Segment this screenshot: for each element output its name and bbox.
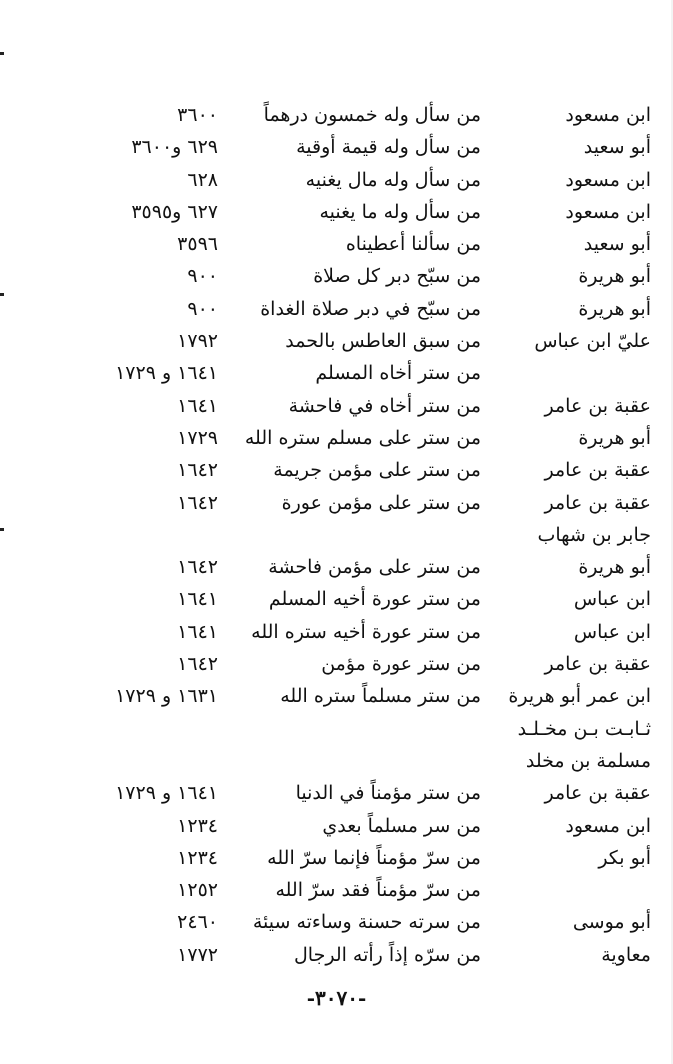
hadith-opening: من ستر عورة أخيه ستره الله [251, 620, 481, 643]
hadith-opening: من ستر على مؤمن فاحشة [268, 556, 481, 579]
hadith-number: ١٦٤١ [177, 394, 218, 417]
narrator-name: أبو هريرة [578, 297, 651, 320]
narrator-name: ابن مسعود [565, 104, 651, 126]
hadith-opening: من سأل وله مال يغنيه [305, 168, 481, 191]
hadith-number: ١٦٣١ و ١٧٢٩ [115, 685, 218, 708]
hadith-number: ١٢٣٤ [177, 846, 218, 869]
margin-mark [0, 52, 4, 55]
narrator-name: ابن مسعود [565, 168, 651, 191]
hadith-opening: من ستر أخاه المسلم [315, 362, 481, 385]
narrator-name: عقبة بن عامر [544, 782, 651, 805]
index-row [0, 842, 673, 874]
narrator-name: عقبة بن عامر [544, 459, 651, 482]
hadith-opening: من ستر مسلماً ستره الله [280, 685, 481, 708]
index-row [0, 906, 673, 938]
hadith-number: ١٧٧٢ [177, 943, 218, 966]
hadith-number: ١٦٤٢ [177, 556, 218, 579]
hadith-opening: من سرته حسنة وساءته سيئة [252, 911, 481, 934]
index-row [0, 164, 673, 196]
hadith-opening: من سبّح دبر كل صلاة [313, 265, 481, 288]
hadith-opening: من ستر عورة أخيه المسلم [268, 588, 481, 611]
index-row [0, 487, 673, 519]
hadith-number: ٩٠٠ [187, 265, 218, 288]
narrator-name: ابن عباس [573, 620, 651, 643]
hadith-index-list [0, 99, 673, 971]
hadith-opening: من سبّح في دبر صلاة الغداة [260, 297, 481, 320]
narrator-name: أبو سعيد [583, 136, 651, 159]
hadith-opening: من ستر مؤمناً في الدنيا [295, 782, 481, 805]
narrator-name: عقبة بن عامر [544, 491, 651, 514]
index-row [0, 293, 673, 325]
narrator-name: ابن مسعود [565, 814, 651, 837]
hadith-opening: من ستر أخاه في فاحشة [288, 394, 481, 417]
page-number: -٣٠٧٠- [306, 986, 367, 1010]
hadith-number: ٢٤٦٠ [177, 911, 218, 934]
hadith-opening: من ستر على مؤمن جريمة [273, 459, 481, 482]
index-row [0, 260, 673, 292]
hadith-opening: من سأل وله ما يغنيه [319, 200, 481, 223]
narrator-name: عليّ ابن عباس [534, 330, 651, 353]
hadith-opening: من سر مسلماً بعدي [322, 814, 481, 837]
hadith-number: ١٦٤١ [177, 620, 218, 643]
hadith-opening: من سألنا أعطيناه [345, 233, 481, 256]
narrator-name: أبو بكر [598, 846, 651, 869]
hadith-opening: من سرّ مؤمناً فقد سرّ الله [275, 879, 481, 902]
narrator-name: أبو هريرة [578, 265, 651, 288]
index-row [0, 648, 673, 680]
narrator-name: أبو هريرة [578, 556, 651, 579]
index-row [0, 390, 673, 422]
hadith-number: ٣٥٩٦ [177, 233, 218, 256]
index-row [0, 551, 673, 583]
hadith-opening: من سرّه إذاً رأته الرجال [294, 943, 481, 966]
narrator-name: جابر بن شهاب [537, 523, 651, 546]
hadith-number: ٣٦٠٠ [177, 104, 218, 126]
hadith-opening: من سأل وله خمسون درهماً [263, 104, 481, 126]
narrator-name: عقبة بن عامر [544, 653, 651, 676]
index-row [0, 357, 673, 389]
hadith-opening: من سبق العاطس بالحمد [285, 330, 481, 353]
hadith-opening: من سأل وله قيمة أوقية [296, 136, 481, 159]
narrator-name: مسلمة بن مخلد [525, 749, 651, 772]
index-row [0, 680, 673, 712]
hadith-opening: من ستر على مسلم ستره الله [244, 426, 481, 449]
narrator-name: ابن عمر أبو هريرة [508, 685, 651, 708]
index-row [0, 519, 673, 551]
hadith-number: ١٧٩٢ [177, 330, 218, 353]
index-row [0, 99, 673, 131]
hadith-number: ٦٢٧ و٣٥٩٥ [131, 200, 218, 223]
index-row [0, 422, 673, 454]
hadith-number: ٦٢٨ [187, 168, 218, 191]
narrator-name: ابن مسعود [565, 200, 651, 223]
index-row [0, 777, 673, 809]
narrator-name: ابن عباس [573, 588, 651, 611]
index-row [0, 874, 673, 906]
hadith-number: ١٦٤١ و ١٧٢٩ [115, 362, 218, 385]
hadith-number: ٦٢٩ و٣٦٠٠ [131, 136, 218, 159]
index-row [0, 745, 673, 777]
narrator-name: ثـابـت بـن مخـلـد [517, 717, 651, 740]
index-row [0, 939, 673, 971]
index-row [0, 583, 673, 615]
index-row [0, 713, 673, 745]
index-row [0, 131, 673, 163]
index-row [0, 454, 673, 486]
index-row [0, 228, 673, 260]
hadith-number: ١٦٤١ و ١٧٢٩ [115, 782, 218, 805]
hadith-number: ١٢٣٤ [177, 814, 218, 837]
narrator-name: معاوية [601, 943, 651, 966]
hadith-number: ٩٠٠ [187, 297, 218, 320]
hadith-number: ١٦٤١ [177, 588, 218, 611]
index-row [0, 196, 673, 228]
hadith-opening: من ستر عورة مؤمن [321, 653, 481, 676]
narrator-name: أبو موسى [572, 911, 651, 934]
hadith-opening: من ستر على مؤمن عورة [281, 491, 481, 514]
index-row [0, 810, 673, 842]
hadith-number: ١٦٤٢ [177, 653, 218, 676]
index-row [0, 325, 673, 357]
narrator-name: أبو هريرة [578, 426, 651, 449]
hadith-number: ١٦٤٢ [177, 459, 218, 482]
hadith-number: ١٦٤٢ [177, 491, 218, 514]
hadith-number: ١٧٢٩ [177, 426, 218, 449]
hadith-number: ١٢٥٢ [177, 879, 218, 902]
narrator-name: عقبة بن عامر [544, 394, 651, 417]
narrator-name: أبو سعيد [583, 233, 651, 256]
index-row [0, 616, 673, 648]
hadith-opening: من سرّ مؤمناً فإنما سرّ الله [267, 846, 481, 869]
